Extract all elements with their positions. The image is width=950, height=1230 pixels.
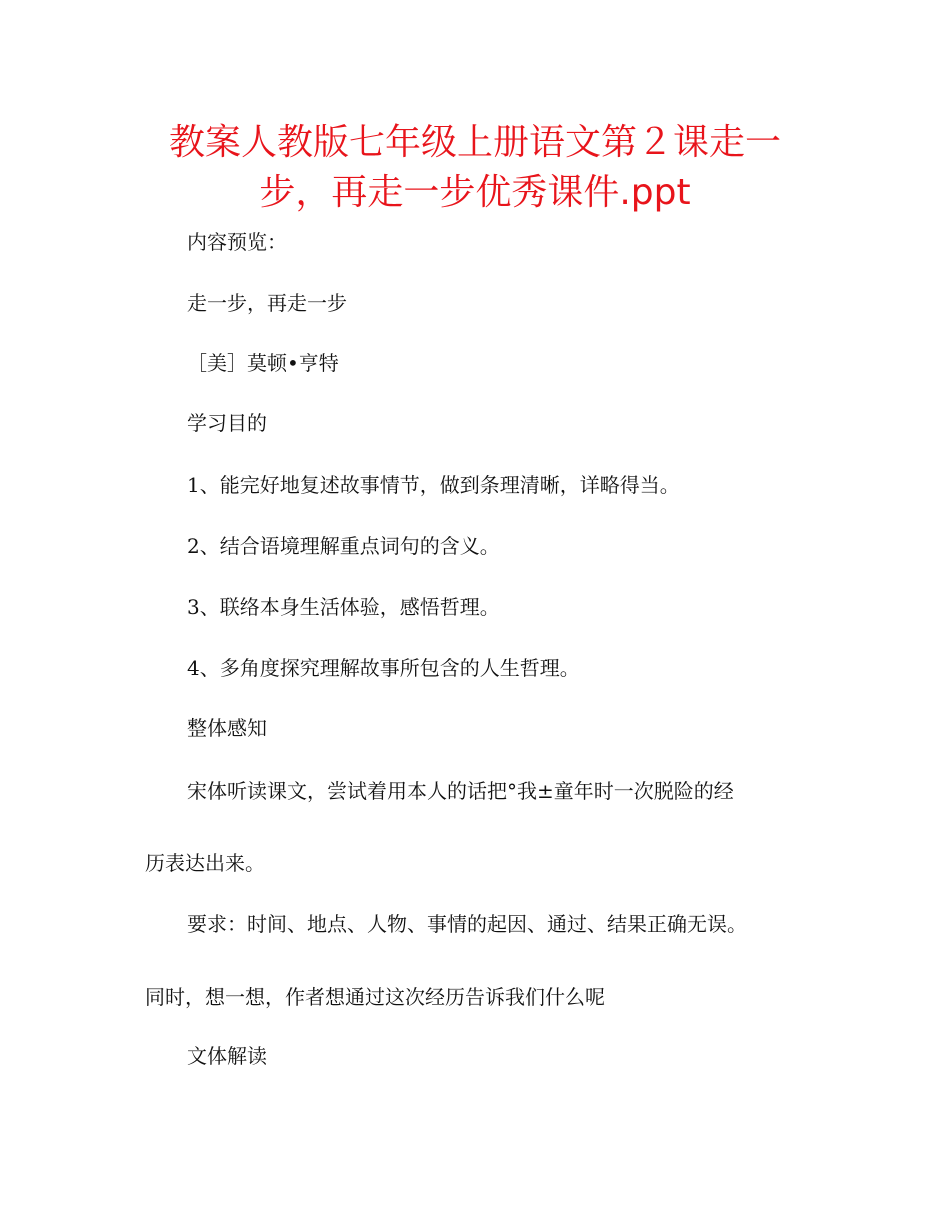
heading-learning-goals: 学习目的 [187, 411, 267, 435]
heading-genre-reading: 文体解读 [187, 1044, 267, 1068]
paragraph-preview-label: 内容预览： [187, 230, 287, 254]
list-item-goal-4: 4、多角度探究理解故事所包含的人生哲理。 [187, 656, 580, 680]
paragraph-author: ［美］莫顿•亨特 [187, 351, 339, 375]
paragraph-text-title: 走一步，再走一步 [187, 291, 347, 315]
heading-overall-perception: 整体感知 [187, 716, 267, 740]
paragraph-requirements-continued: 同时，想一想，作者想通过这次经历告诉我们什么呢 [145, 985, 605, 1009]
list-item-goal-1: 1、能完好地复述故事情节，做到条理清晰，详略得当。 [187, 473, 680, 497]
paragraph-listening-task-continued: 历表达出来。 [145, 851, 265, 875]
document-title [130, 118, 820, 218]
paragraph-requirements: 要求：时间、地点、人物、事情的起因、通过、结果正确无误。 [187, 912, 747, 936]
document-title-line-1: 教案人教版七年级上册语文第２课走一 [168, 122, 781, 163]
paragraph-listening-task: 宋体听读课文，尝试着用本人的话把°我±童年时一次脱险的经 [187, 779, 734, 803]
list-item-goal-2: 2、结合语境理解重点词句的含义。 [187, 534, 500, 558]
document-title-line-2: 步，再走一步优秀课件.ppt [259, 172, 691, 213]
list-item-goal-3: 3、联络本身生活体验，感悟哲理。 [187, 595, 500, 619]
